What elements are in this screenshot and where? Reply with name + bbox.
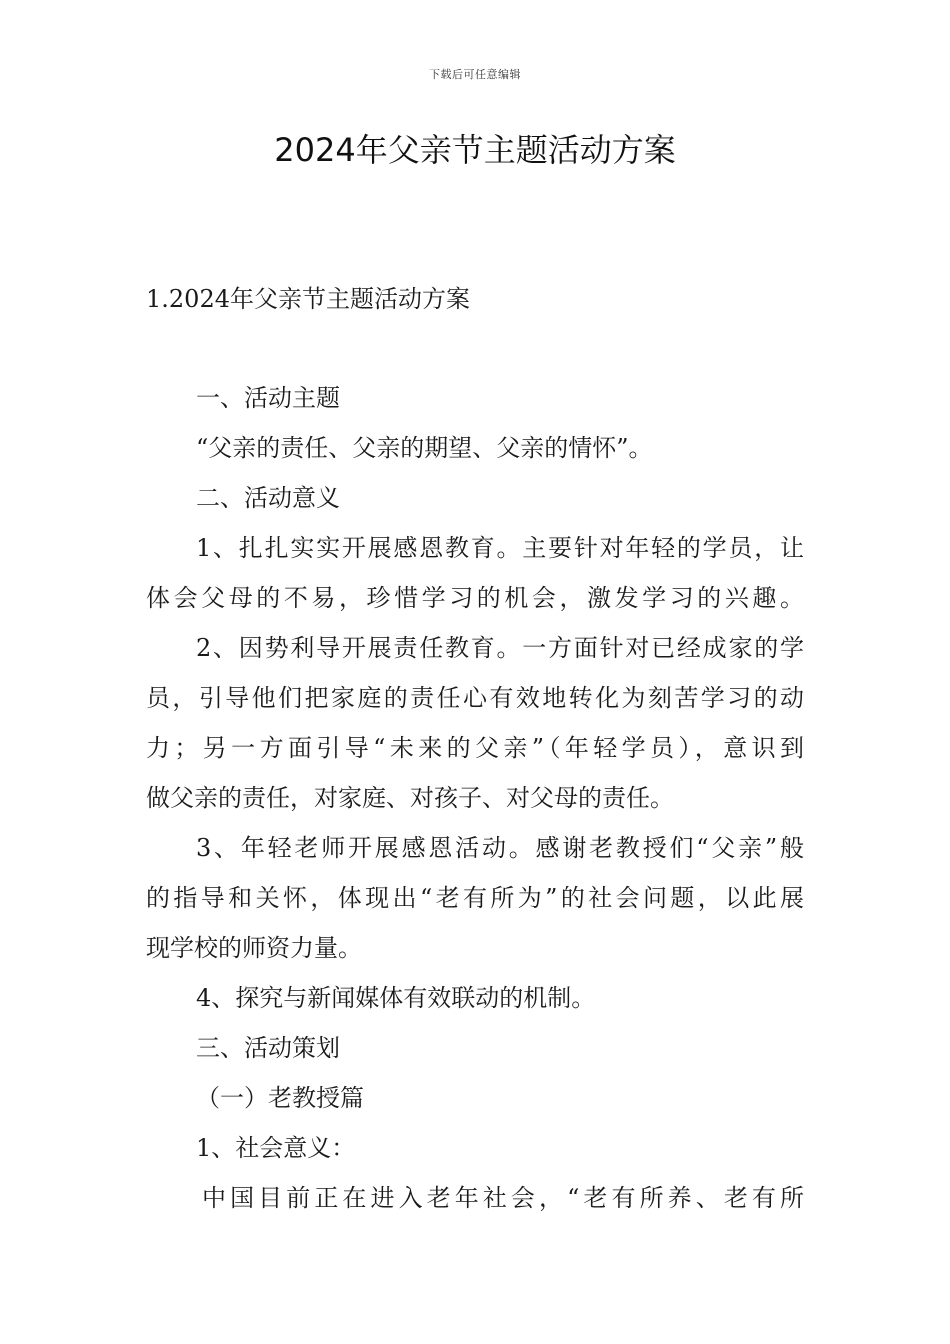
paragraph-line: 做父亲的责任，对家庭、对孩子、对父母的责任。 <box>146 784 674 812</box>
paragraph-line: 中国目前正在进入老年社会，“老有所养、老有所 <box>202 1184 804 1212</box>
paragraph-line: 一、活动主题 <box>196 384 340 412</box>
paragraph-line: 二、活动意义 <box>196 484 340 512</box>
paragraph-line: （一）老教授篇 <box>196 1084 364 1112</box>
header-note: 下载后可任意编辑 <box>429 68 521 81</box>
paragraph-line: 员，引导他们把家庭的责任心有效地转化为刻苦学习的动 <box>146 684 804 712</box>
paragraph-line: 三、活动策划 <box>196 1034 340 1062</box>
paragraph-line: 力；另一方面引导“未来的父亲”（年轻学员），意识到 <box>146 734 804 762</box>
paragraph-line: 2、因势利导开展责任教育。一方面针对已经成家的学 <box>196 634 804 662</box>
document-title: 2024年父亲节主题活动方案 <box>274 131 676 169</box>
paragraph-line: “父亲的责任、父亲的期望、父亲的情怀”。 <box>196 434 653 462</box>
paragraph-line: 1、社会意义： <box>196 1134 356 1162</box>
paragraph-line: 4、探究与新闻媒体有效联动的机制。 <box>196 984 596 1012</box>
paragraph-line: 现学校的师资力量。 <box>146 934 362 962</box>
paragraph-line: 体会父母的不易，珍惜学习的机会，激发学习的兴趣。 <box>146 584 804 612</box>
paragraph-line: 3、年轻老师开展感恩活动。感谢老教授们“父亲”般 <box>196 834 804 862</box>
section-heading: 1.2024年父亲节主题活动方案 <box>146 285 470 313</box>
paragraph-line: 的指导和关怀，体现出“老有所为”的社会问题，以此展 <box>146 884 804 912</box>
paragraph-line: 1、扎扎实实开展感恩教育。主要针对年轻的学员，让 <box>196 534 804 562</box>
